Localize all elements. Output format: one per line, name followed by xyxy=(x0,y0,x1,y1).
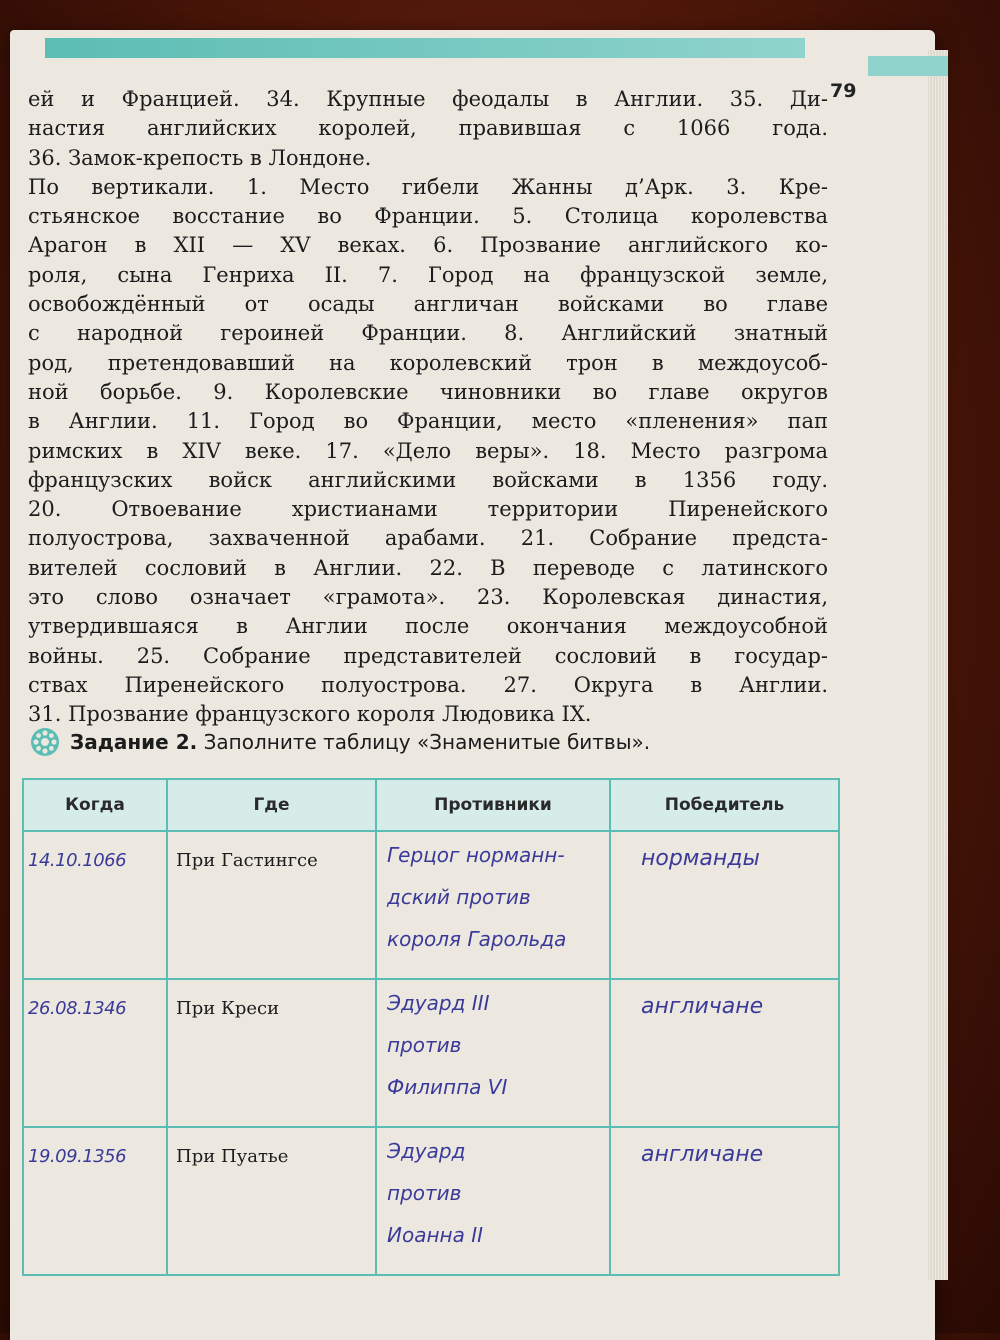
text-line: 20. Отвоевание христианами территории Пиренейского xyxy=(28,497,828,522)
table-row xyxy=(23,831,839,979)
text-line: стьянское восстание во Франции. 5. Столица королевства xyxy=(28,204,828,229)
task-heading xyxy=(30,727,830,763)
text-line: войны. 25. Собрание представителей сословий в государ- xyxy=(28,643,828,668)
text-line: с народной героиней Франции. 8. Английский знатный xyxy=(28,321,828,346)
task-text xyxy=(70,730,650,754)
page-number: 79 xyxy=(830,80,857,102)
opponents-line: дский против xyxy=(387,885,531,909)
text-line: утвердившаяся в Англии после окончания междоусобной xyxy=(28,614,828,639)
cell-when: 14.10.1066 xyxy=(23,831,167,979)
opponents-line: Иоанна II xyxy=(387,1223,484,1247)
text-line: По вертикали. 1. Место гибели Жанны д’Арк. 3. Кре- xyxy=(28,174,828,199)
opponents-line: Филиппа VI xyxy=(387,1075,508,1099)
cell-opponents xyxy=(376,831,610,979)
text-line: ствах Пиренейского полуострова. 27. Округа в Англии. xyxy=(28,672,828,697)
task-instruction: Заполните таблицу «Знаменитые битвы». xyxy=(203,730,651,754)
opponents-line: Герцог норманн- xyxy=(387,843,565,867)
cell-when: 26.08.1346 xyxy=(23,979,167,1127)
task-flower-icon xyxy=(30,727,60,757)
text-line: в Англии. 11. Город во Франции, место «пленения» пап xyxy=(28,409,828,434)
text-line: римских в XIV веке. 17. «Дело веры». 18. Место разгрома xyxy=(28,438,828,463)
cell-where: При Пуатье xyxy=(167,1127,376,1275)
text-line: род, претендовавший на королевский трон в междоусоб- xyxy=(28,350,828,375)
text-line: роля, сына Генриха II. 7. Город на французской земле, xyxy=(28,262,828,287)
opponents-line: короля Гарольда xyxy=(387,927,567,951)
battles-table xyxy=(22,778,822,1247)
text-line: 31. Прозвание французского короля Людовика IX. xyxy=(28,702,592,727)
table-row xyxy=(23,979,839,1127)
cell-where: При Гастингсе xyxy=(167,831,376,979)
opponents-line: Эдуард xyxy=(387,1139,466,1163)
table-header-row xyxy=(23,779,839,831)
text-line: ной борьбе. 9. Королевские чиновники во главе округов xyxy=(28,379,828,404)
table-row xyxy=(23,1127,839,1275)
header-where: Где xyxy=(167,779,376,831)
opponents-line: против xyxy=(387,1181,462,1205)
text-line: освобождённый от осады англичан войсками во главе xyxy=(28,292,828,317)
header-winner: Победитель xyxy=(610,779,839,831)
text-line: ей и Францией. 34. Крупные феодалы в Англии. 35. Ди- xyxy=(28,87,828,111)
cell-opponents xyxy=(376,1127,610,1275)
crossword-clues-text xyxy=(28,85,828,730)
text-line: французских войск английскими войсками в 1356 году. xyxy=(28,467,828,492)
cell-where: При Креси xyxy=(167,979,376,1127)
opponents-line: против xyxy=(387,1033,462,1057)
text-line: Арагон в XII — XV веках. 6. Прозвание английского ко- xyxy=(28,233,828,258)
text-line: полуострова, захваченной арабами. 21. Собрание предста- xyxy=(28,526,828,551)
page-edges xyxy=(928,50,948,1280)
text-line: это слово означает «грамота». 23. Королевская династия, xyxy=(28,585,828,610)
header-band xyxy=(45,38,805,58)
header-opponents: Противники xyxy=(376,779,610,831)
text-line: вителей сословий в Англии. 22. В переводе с латинского xyxy=(28,555,828,580)
text-line: настия английских королей, правившая с 1066 года. xyxy=(28,116,828,141)
cell-when: 19.09.1356 xyxy=(23,1127,167,1275)
cell-winner: англичане xyxy=(610,1127,839,1275)
text-line: 36. Замок-крепость в Лондоне. xyxy=(28,145,372,170)
header-band-right xyxy=(868,56,948,76)
header-when: Когда xyxy=(23,779,167,831)
task-label: Задание 2. xyxy=(70,730,198,754)
opponents-line: Эдуард III xyxy=(387,991,490,1015)
cell-winner: англичане xyxy=(610,979,839,1127)
cell-winner: норманды xyxy=(610,831,839,979)
cell-opponents xyxy=(376,979,610,1127)
